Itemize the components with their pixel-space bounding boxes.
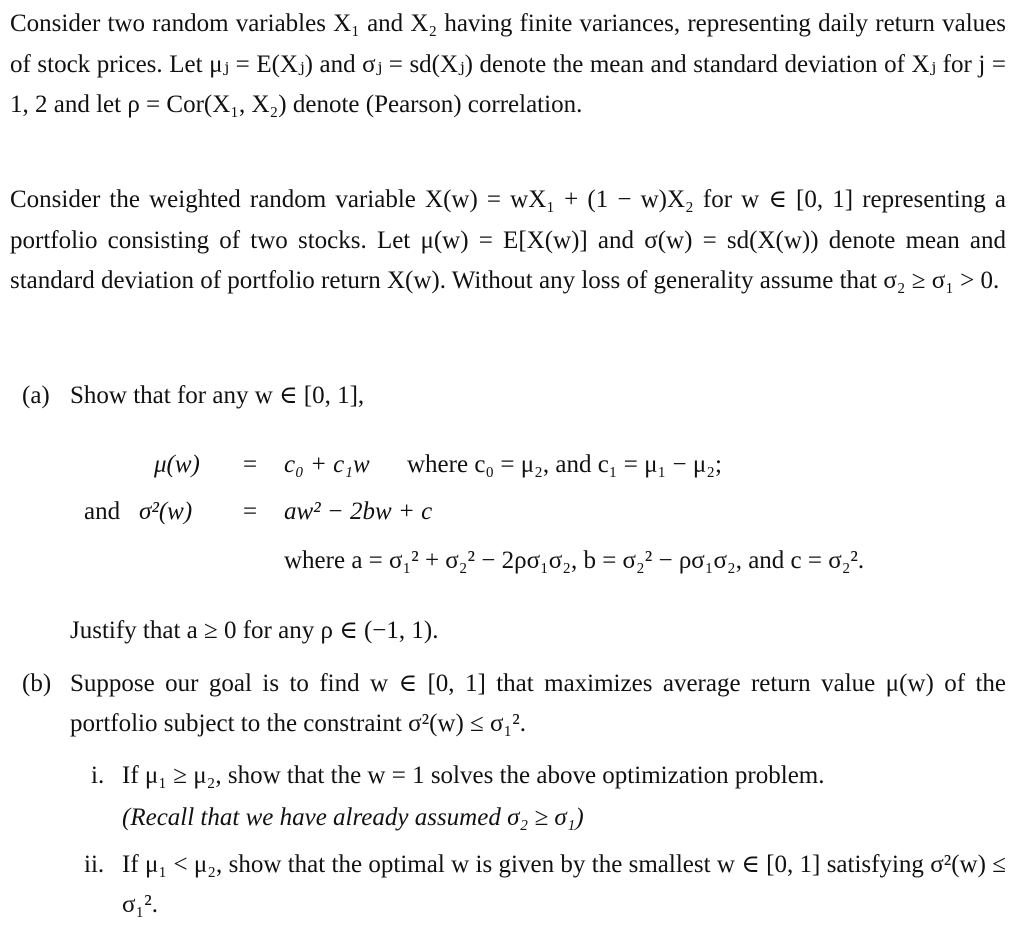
eq3-where: where a = σ₁² + σ₂² − 2ρσ₁σ₂, b = σ₂² − ρσ₁σ₂, and c = σ₂². bbox=[284, 547, 865, 574]
item-ii-text: If μ₁ < μ₂, show that the optimal w is given by the smallest w ∈ [0, 1] satisfying σ²(w) ≤ σ₁². bbox=[122, 851, 1006, 918]
part-a-label: (a) bbox=[22, 382, 50, 409]
part-b-label: (b) bbox=[22, 670, 52, 697]
item-i-text: If μ₁ ≥ μ₂, show that the w = 1 solves the above optimization problem. bbox=[122, 762, 825, 789]
eq1-rhs: c₀ + c₁w bbox=[284, 451, 370, 478]
part-b-statement: Suppose our goal is to find w ∈ [0, 1] that maximizes average return value μ(w) of the portfolio subject to the constraint σ²(w) ≤ σ₁². bbox=[70, 670, 1006, 737]
part-a-statement: Show that for any w ∈ [0, 1], bbox=[70, 382, 365, 409]
intro-paragraph-1: Consider two random variables X₁ and X₂ having finite variances, representing daily return values of stock prices. Let μⱼ = E(Xⱼ) and σⱼ = sd(Xⱼ) denote the mean and standard deviation of Xⱼ for j = 1, 2 and let ρ = Cor(X₁, X₂) denote (Pearson) correlation. bbox=[10, 10, 1006, 118]
eq1-equals: = bbox=[243, 451, 258, 478]
item-ii-label: ii. bbox=[84, 851, 105, 878]
eq2-and: and bbox=[84, 498, 121, 525]
intro-paragraph-2: Consider the weighted random variable X(w) = wX₁ + (1 − w)X₂ for w ∈ [0, 1] representing a portfolio consisting of two stocks. Let μ(w) = E[X(w)] and σ(w) = sd(X(w)) denote mean and standard deviation of portfolio return X(w). Without any loss of generality assume that σ₂ ≥ σ₁ > 0. bbox=[10, 186, 1006, 294]
part-a-justify: Justify that a ≥ 0 for any ρ ∈ (−1, 1). bbox=[70, 617, 439, 644]
item-i-note: (Recall that we have already assumed σ₂ ≥ σ₁) bbox=[122, 804, 584, 831]
eq1-where: where c₀ = μ₂, and c₁ = μ₁ − μ₂; bbox=[407, 451, 722, 478]
eq2-equals: = bbox=[243, 498, 258, 525]
item-i-label: i. bbox=[91, 762, 105, 789]
eq1-lhs: μ(w) bbox=[154, 451, 200, 478]
eq2-lhs: σ²(w) bbox=[139, 498, 193, 525]
eq2-rhs: aw² − 2bw + c bbox=[284, 498, 433, 525]
